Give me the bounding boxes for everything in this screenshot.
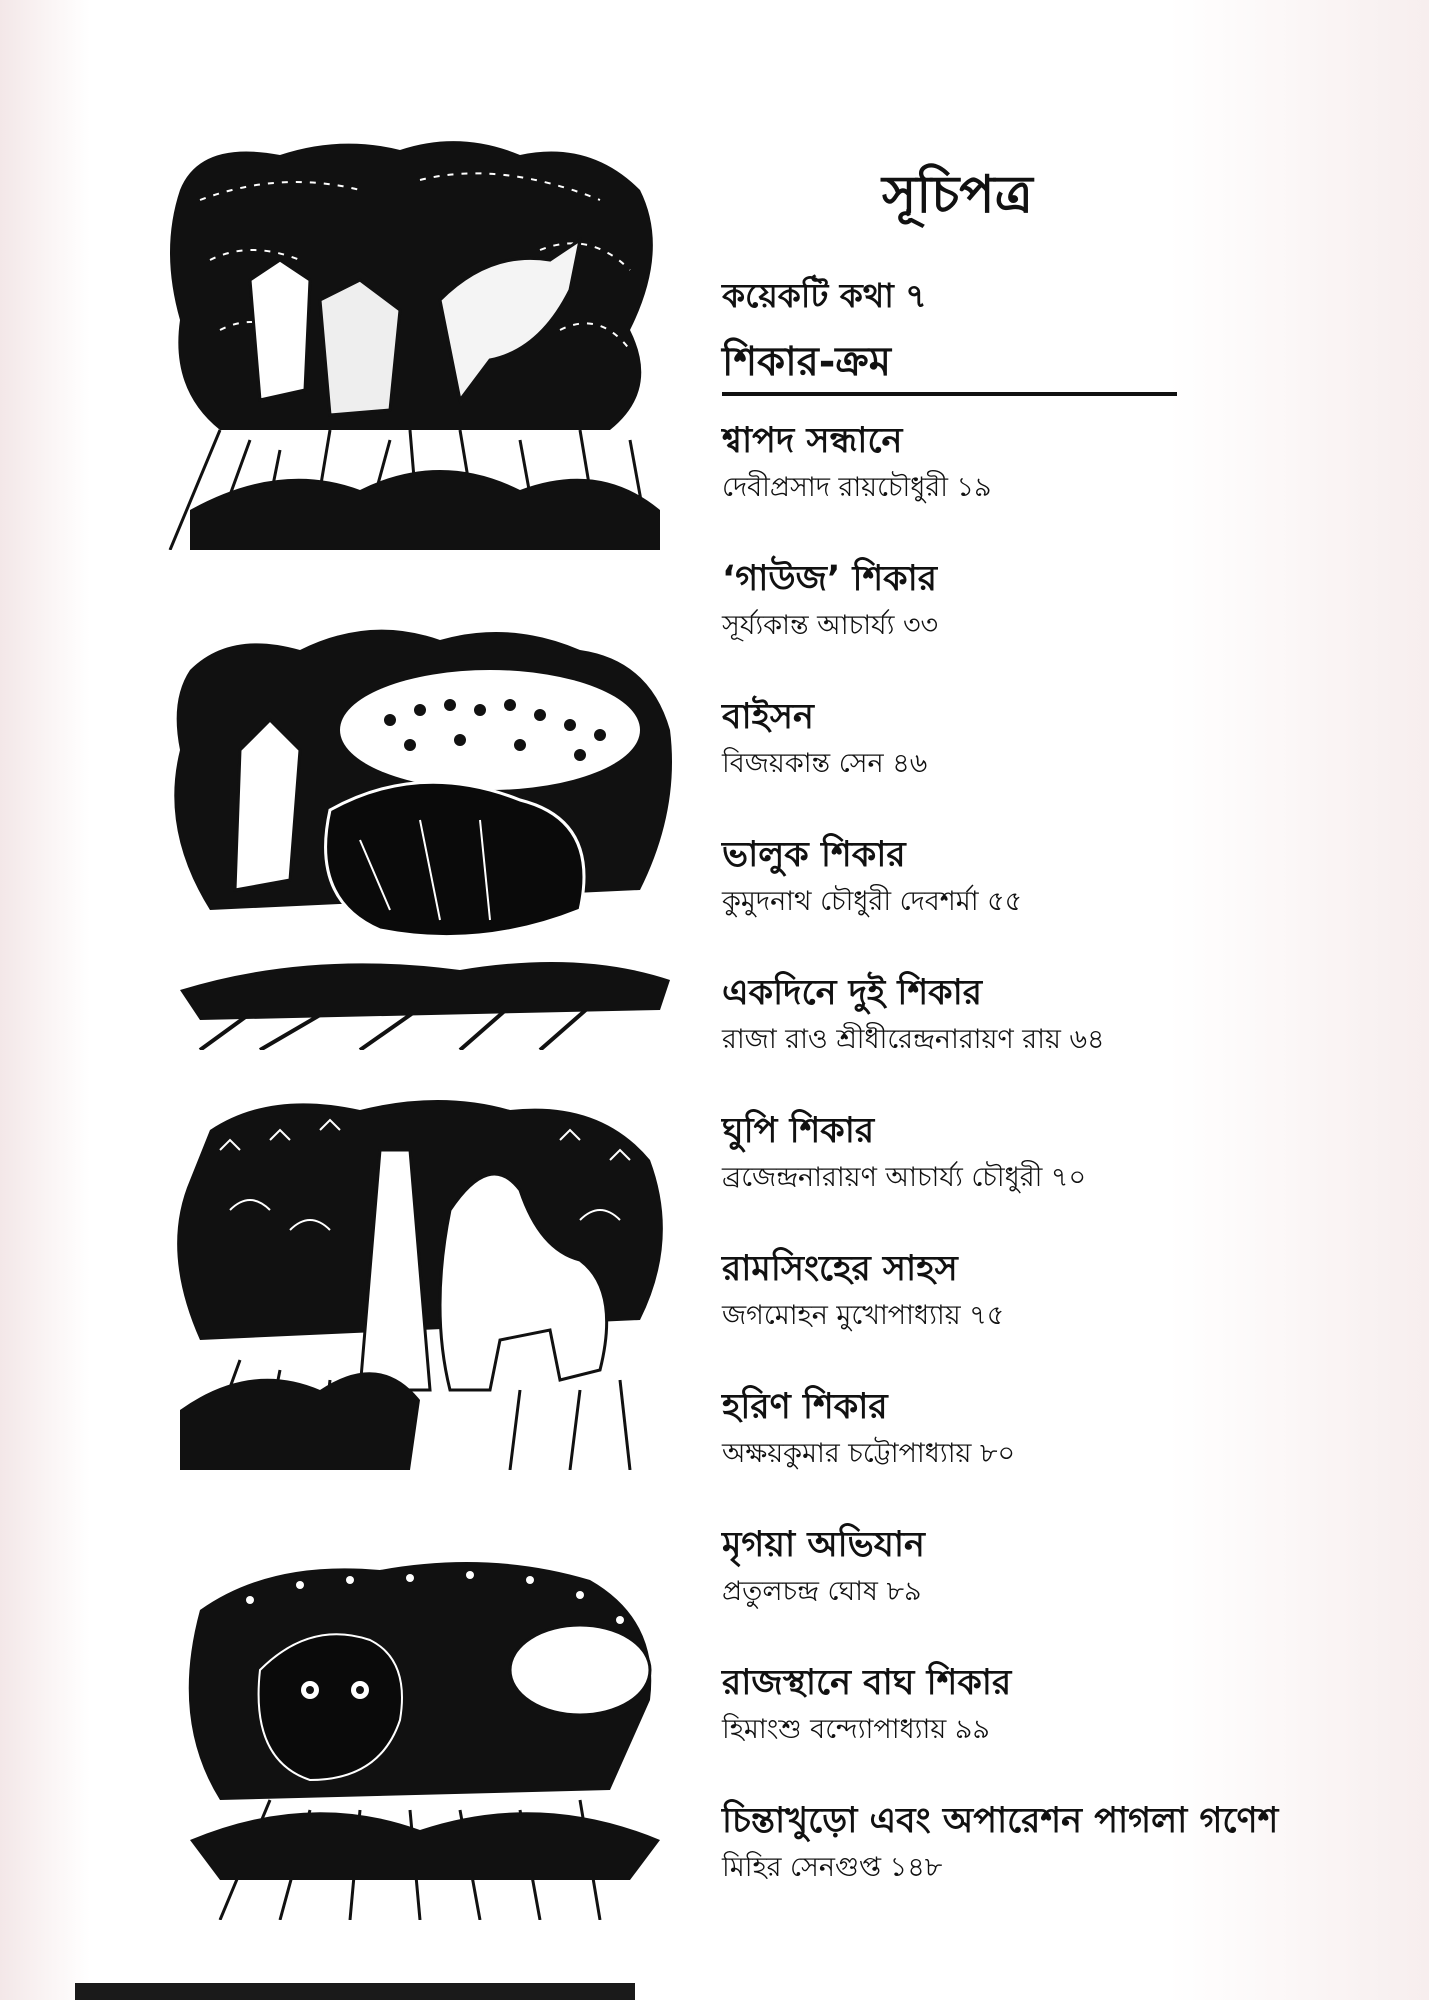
entry-author: দেবীপ্রসাদ রায়চৌধুরী ১৯ — [722, 472, 992, 503]
entry-title: শ্বাপদ সন্ধানে — [722, 421, 903, 461]
page-edge-shadow — [0, 0, 90, 2000]
entry-author: সূর্য্যকান্ত আচার্য্য ৩৩ — [722, 610, 939, 641]
entry-title: মৃগয়া অভিযান — [722, 1525, 925, 1565]
entry-title: চিন্তাখুড়ো এবং অপারেশন পাগলা গণেশ — [722, 1801, 1279, 1841]
entry-author: ব্রজেন্দ্রনারায়ণ আচার্য্য চৌধুরী ৭০ — [722, 1162, 1087, 1193]
entry-author: রাজা রাও শ্রীধীরেন্দ্রনারায়ণ রায় ৬৪ — [722, 1024, 1105, 1055]
entry-author: মিহির সেনগুপ্ত ১৪৮ — [722, 1852, 943, 1883]
entry-title: হরিণ শিকার — [722, 1387, 888, 1427]
entry-author: হিমাংশু বন্দ্যোপাধ্যায় ৯৯ — [722, 1714, 990, 1745]
entry-title: বাইসন — [722, 697, 814, 737]
page-title: সূচিপত্র — [882, 165, 1033, 225]
toc-entry — [722, 1520, 1342, 1658]
toc-entry — [722, 830, 1342, 968]
toc-entry — [722, 416, 1342, 554]
section-heading: শিকার-ক্রম — [722, 332, 1177, 396]
entry-author: বিজয়কান্ত সেন ৪৬ — [722, 748, 928, 779]
toc-entry — [722, 1658, 1342, 1796]
page-bottom-edge — [75, 1983, 635, 2000]
toc-entry — [722, 692, 1342, 830]
illustration-elephant — [160, 1090, 680, 1470]
entry-author: জগমোহন মুখোপাধ্যায় ৭৫ — [722, 1300, 1005, 1331]
entry-title: রামসিংহের সাহস — [722, 1249, 958, 1289]
entry-author: কুমুদনাথ চৌধুরী দেবশর্মা ৫৫ — [722, 886, 1023, 917]
entry-author: অক্ষয়কুমার চট্টোপাধ্যায় ৮০ — [722, 1438, 1016, 1469]
illustration-panther — [160, 1540, 680, 1920]
toc-entry — [722, 968, 1342, 1106]
table-of-contents — [722, 150, 1342, 1934]
entry-title: রাজস্থানে বাঘ শিকার — [722, 1663, 1012, 1703]
toc-entry — [722, 1106, 1342, 1244]
entry-title: ভালুক শিকার — [722, 835, 906, 875]
entry-title: ‘গাউজ’ শিকার — [722, 559, 938, 599]
entry-author: প্রতুলচন্দ্র ঘোষ ৮৯ — [722, 1576, 922, 1607]
illustration-hunters — [160, 130, 680, 550]
toc-entry — [722, 1382, 1342, 1520]
entry-title: ঘুপি শিকার — [722, 1111, 875, 1151]
illustration-bear-hunt — [160, 610, 680, 1050]
toc-entry — [722, 1244, 1342, 1382]
toc-intro-item: কয়েকটি কথা ৭ — [722, 276, 927, 315]
toc-entry — [722, 1796, 1342, 1934]
entry-title: একদিনে দুই শিকার — [722, 973, 983, 1013]
toc-entry — [722, 554, 1342, 692]
